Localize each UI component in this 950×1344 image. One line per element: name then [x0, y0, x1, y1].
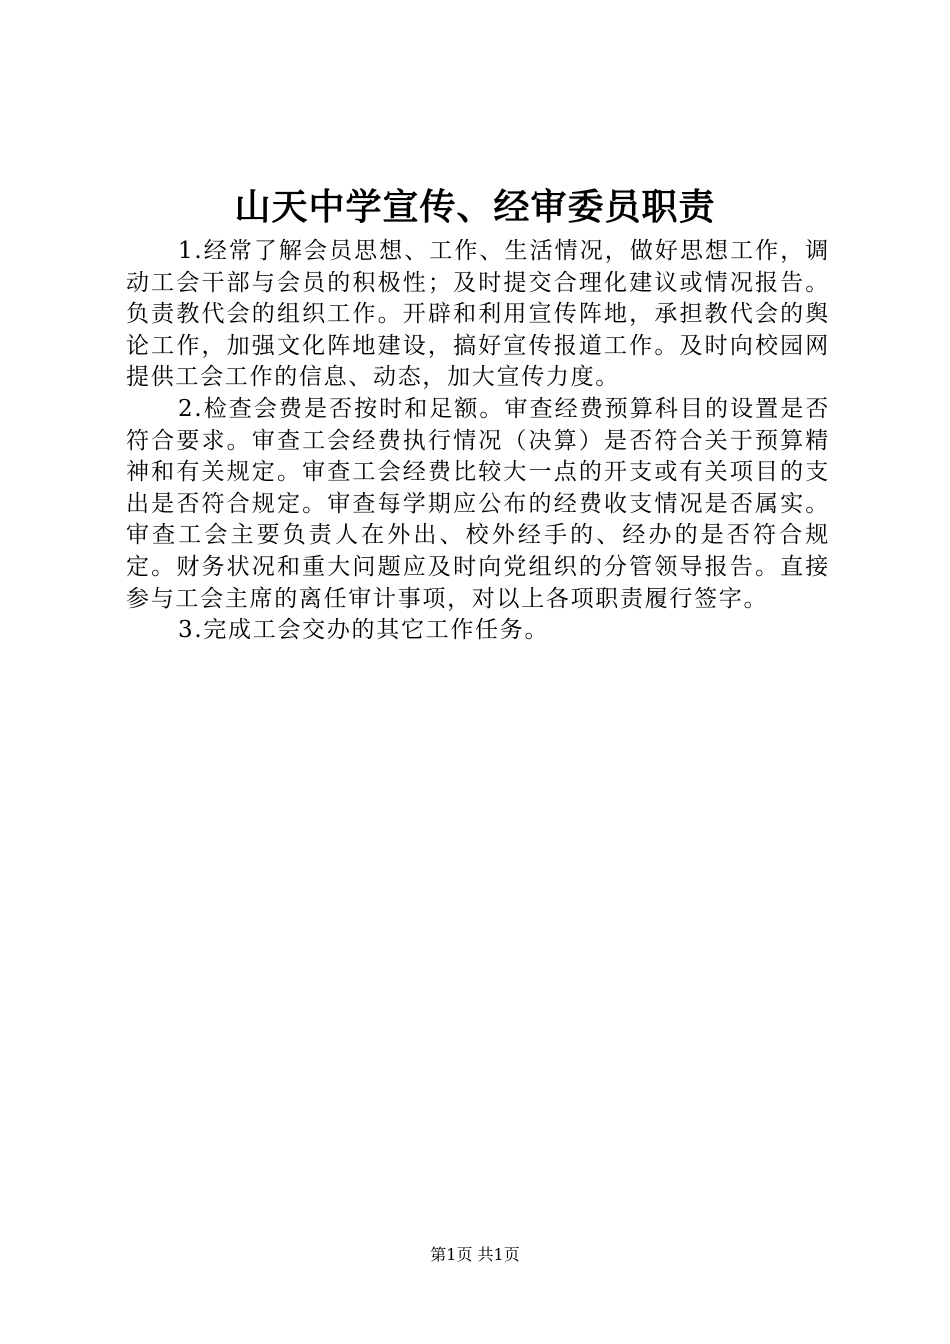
paragraph-2: 2.检查会费是否按时和足额。审查经费预算科目的设置是否符合要求。审查工会经费执行情况（决算）是否符合关于预算精神和有关规定。审查工会经费比较大一点的开支或有关项目的支出是否符合规定。审查每学期应公布的经费收支情况是否属实。审查工会主要负责人在外出、校外经手的、经办的是否符合规定。财务状况和重大问题应及时向党组织的分管领导报告。直接参与工会主席的离任审计事项，对以上各项职责履行签字。: [126, 395, 830, 612]
document-body: [126, 236, 830, 647]
paragraph-3: 3.完成工会交办的其它工作任务。: [178, 617, 550, 644]
document-title: 山天中学宣传、经审委员职责: [234, 186, 716, 228]
paragraph-1: 1.经常了解会员思想、工作、生活情况，做好思想工作，调动工会干部与会员的积极性；及时提交合理化建议或情况报告。负责教代会的组织工作。开辟和利用宣传阵地，承担教代会的舆论工作，加强文化阵地建设，搞好宣传报道工作。及时向校园网提供工会工作的信息、动态，加大宣传力度。: [126, 238, 830, 391]
page-footer: 第1页 共1页: [430, 1245, 520, 1264]
